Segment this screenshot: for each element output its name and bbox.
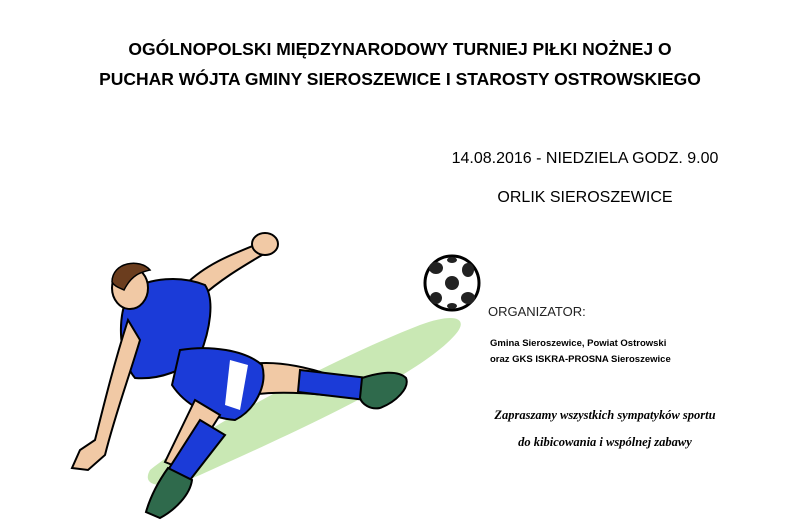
player-boot-right [360, 373, 407, 409]
title-line-1: OGÓLNOPOLSKI MIĘDZYNARODOWY TURNIEJ PIŁKI NOŻNEJ O [128, 39, 672, 59]
invitation-line-1: Zapraszamy wszystkich sympatyków sportu [494, 408, 716, 422]
player-fist [252, 233, 278, 255]
event-venue: ORLIK SIEROSZEWICE [497, 189, 673, 206]
title-line-2: PUCHAR WÓJTA GMINY SIEROSZEWICE I STAROSTY OSTROWSKIEGO [99, 69, 701, 89]
soccer-ball-icon [425, 256, 479, 310]
player-shorts [172, 348, 263, 420]
event-date: 14.08.2016 - NIEDZIELA GODZ. 9.00 [451, 150, 719, 167]
player-lower-arm [72, 320, 140, 470]
organizer-label: ORGANIZATOR: [488, 304, 586, 319]
organizer-line-1: Gmina Sieroszewice, Powiat Ostrowski [490, 338, 667, 349]
player-head [112, 263, 150, 309]
invitation-line-2: do kibicowania i wspólnej zabawy [518, 435, 692, 449]
organizer-line-2: oraz GKS ISKRA-PROSNA Sieroszewice [490, 354, 671, 365]
